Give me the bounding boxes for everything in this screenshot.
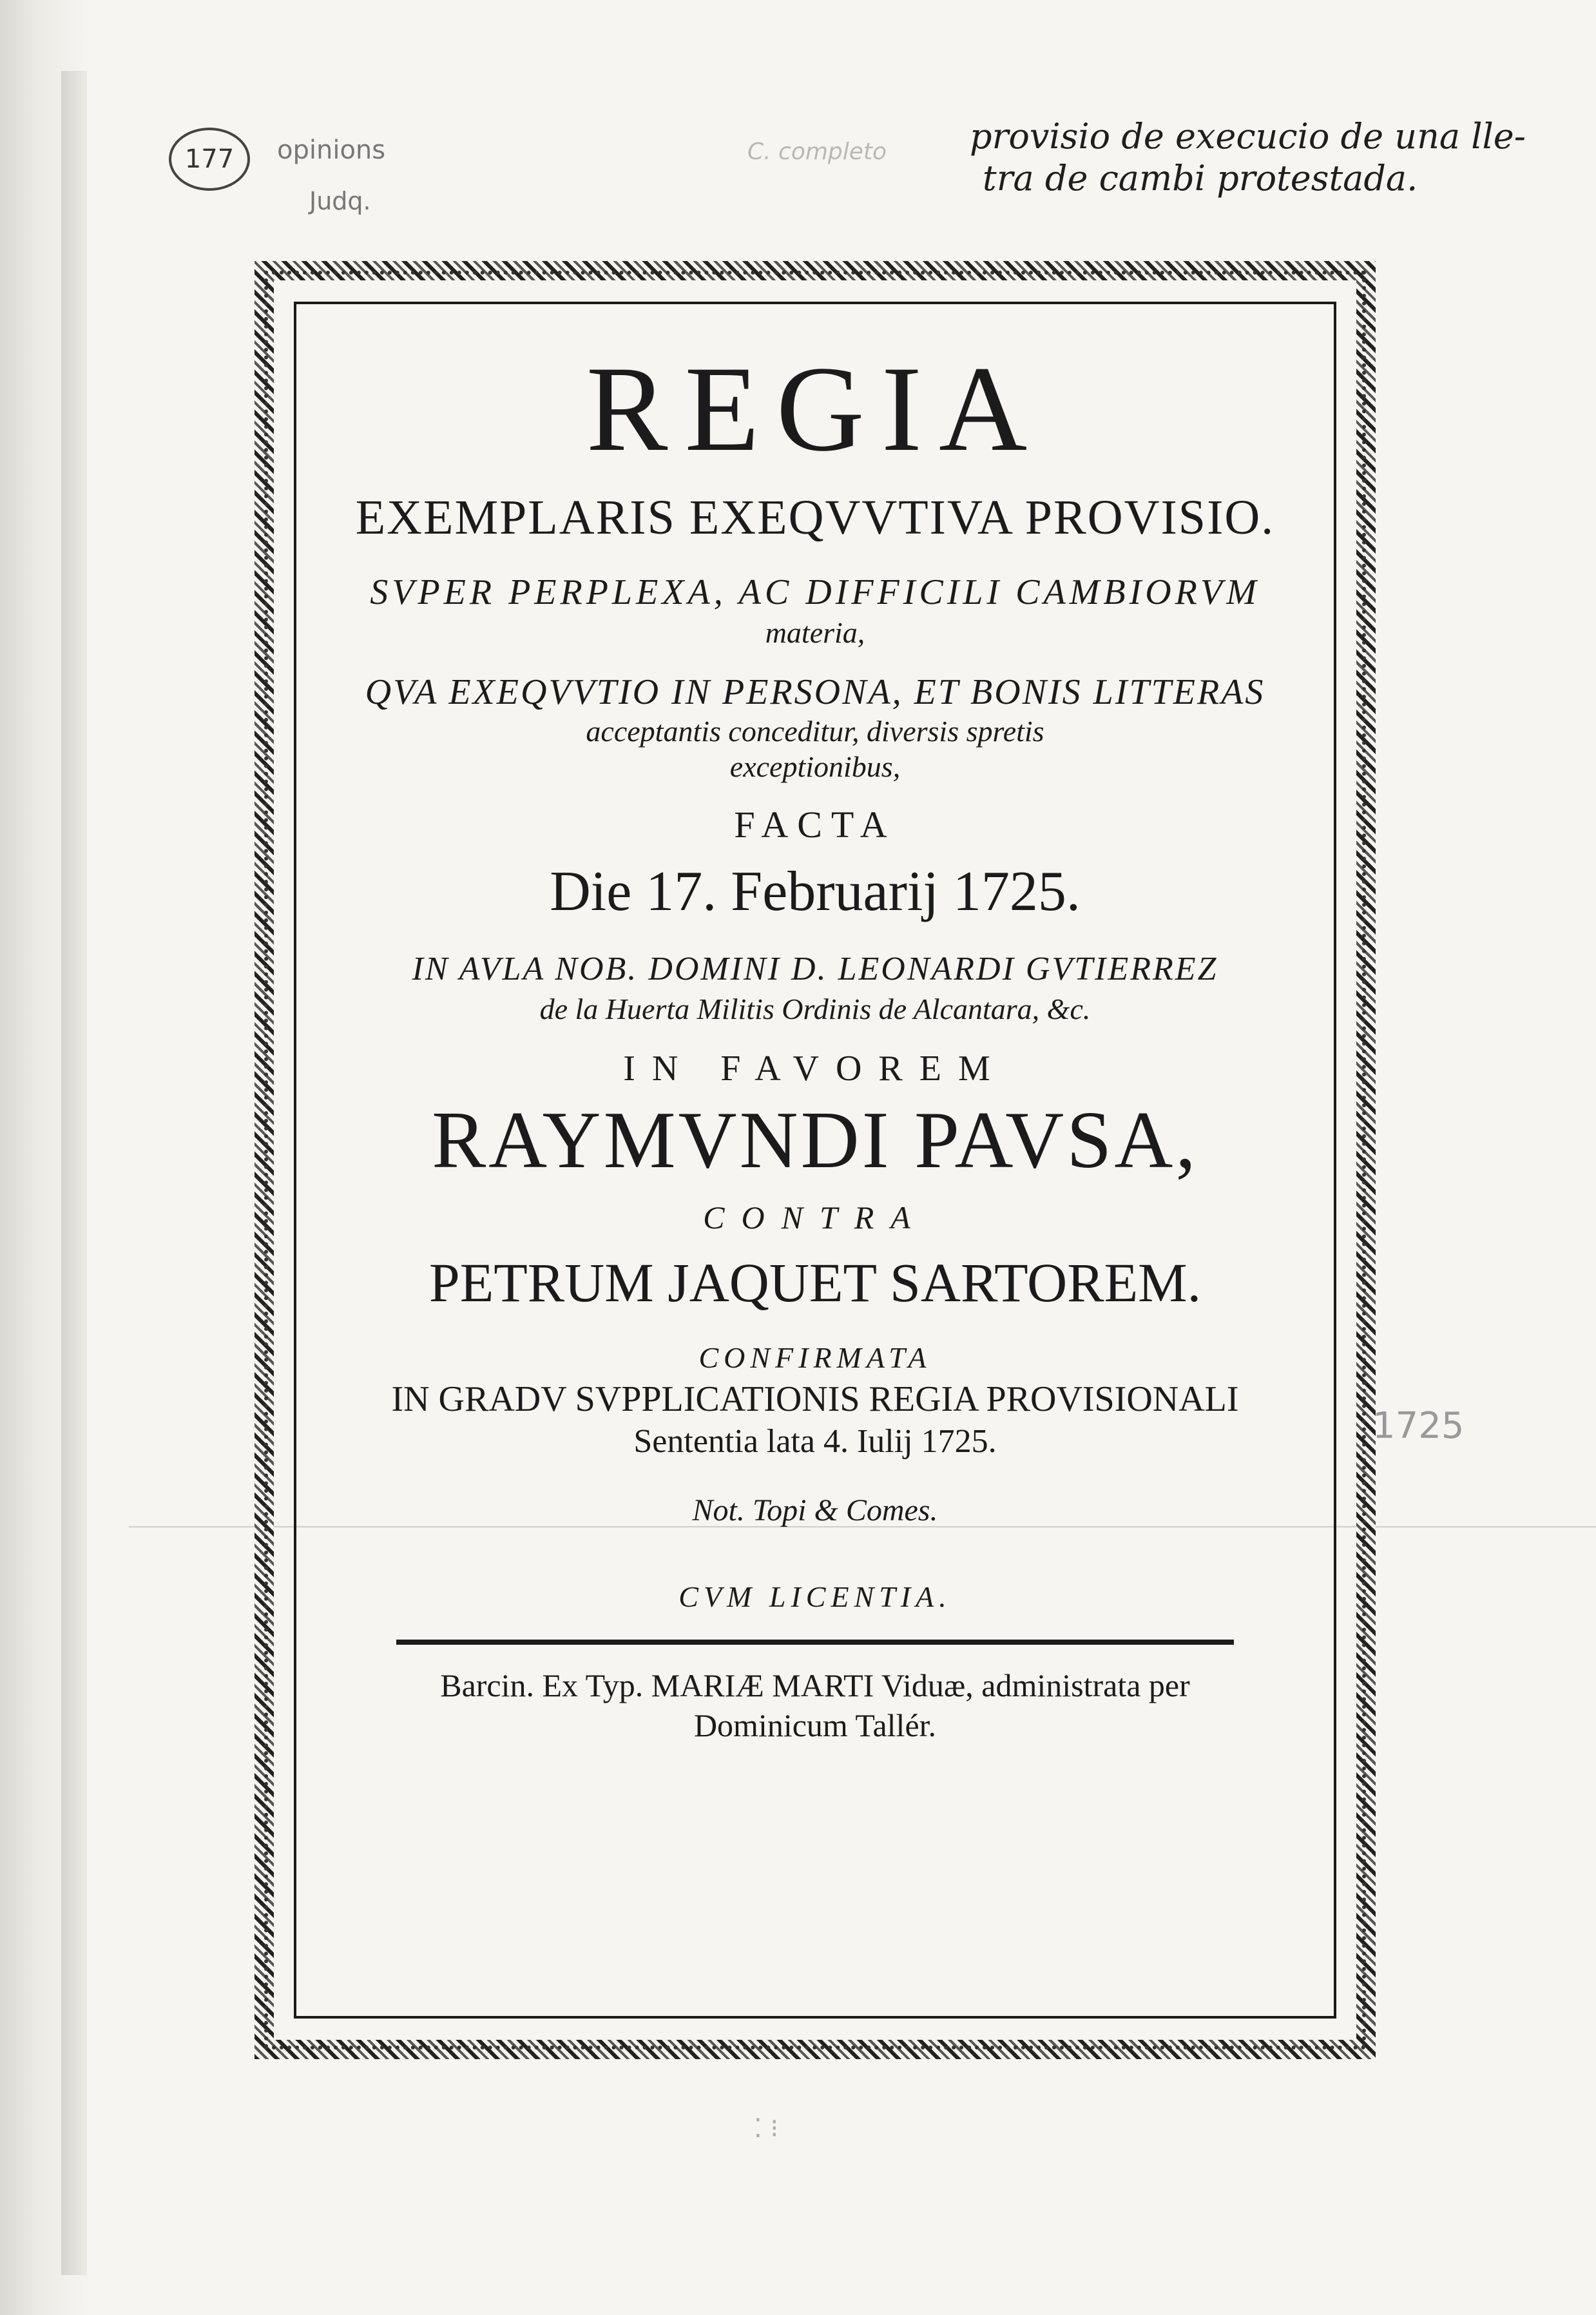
margin-pencil-number: 1725 — [1372, 1405, 1465, 1447]
contra-heading: CONTRA — [703, 1199, 927, 1236]
paper-specks: ⁚ ⁝ — [754, 2114, 779, 2144]
binding-edge — [61, 71, 87, 2275]
date-line: Die 17. Februarij 1725. — [550, 860, 1081, 923]
petrum-jaquet: PETRUM JAQUET SARTOREM. — [428, 1252, 1202, 1314]
notaries-line: Not. Topi & Comes. — [692, 1493, 938, 1528]
qua-line: QVA EXEQVVTIO IN PERSONA, ET BONIS LITTERAS — [365, 672, 1265, 712]
huerta-line: de la Huerta Militis Ordinis de Alcantara, &c. — [539, 993, 1091, 1025]
acceptantis-line: acceptantis conceditur, diversis spretis — [586, 715, 1044, 748]
pencil-note-judq: Judq. — [309, 187, 371, 215]
pencil-note-opinions: opinions — [277, 135, 386, 165]
faded-note: C. completo — [747, 139, 887, 165]
cum-licentia: CVM LICENTIA. — [678, 1580, 952, 1614]
circled-catalog-number: 177 — [169, 128, 250, 191]
imprint-line-2: Dominicum Tallér. — [693, 1707, 937, 1744]
sententia-line: Sententia lata 4. Iulij 1725. — [633, 1423, 997, 1460]
in-gradu-line: IN GRADV SVPPLICATIONIS REGIA PROVISIONALI — [391, 1379, 1239, 1420]
ink-note-line-2: tra de cambi protestada. — [983, 158, 1418, 199]
subtitle: EXEMPLARIS EXEQVVTIVA PROVISIO. — [355, 490, 1275, 545]
in-favorem-heading: IN FAVOREM — [623, 1049, 1007, 1089]
facta-heading: FACTA — [734, 804, 896, 846]
imprint-rule — [396, 1640, 1234, 1645]
imprint-line-1: Barcin. Ex Typ. MARIÆ MARTI Viduæ, administrata per — [440, 1667, 1190, 1704]
raymundi-pausa: RAYMVNDI PAVSA, — [432, 1096, 1198, 1185]
ink-note-line-1: provisio de execucio de una lle- — [970, 116, 1526, 157]
exceptionibus-line: exceptionibus, — [729, 750, 901, 783]
materia-line: materia, — [765, 616, 865, 649]
title: REGIA — [586, 342, 1044, 477]
confirmata-heading: CONFIRMATA — [698, 1341, 932, 1375]
super-line: SVPER PERPLEXA, AC DIFFICILI CAMBIORVM — [370, 572, 1260, 612]
title-page-content — [309, 309, 1321, 1744]
in-aula-line: IN AVLA NOB. DOMINI D. LEONARDI GVTIERREZ — [412, 951, 1218, 987]
